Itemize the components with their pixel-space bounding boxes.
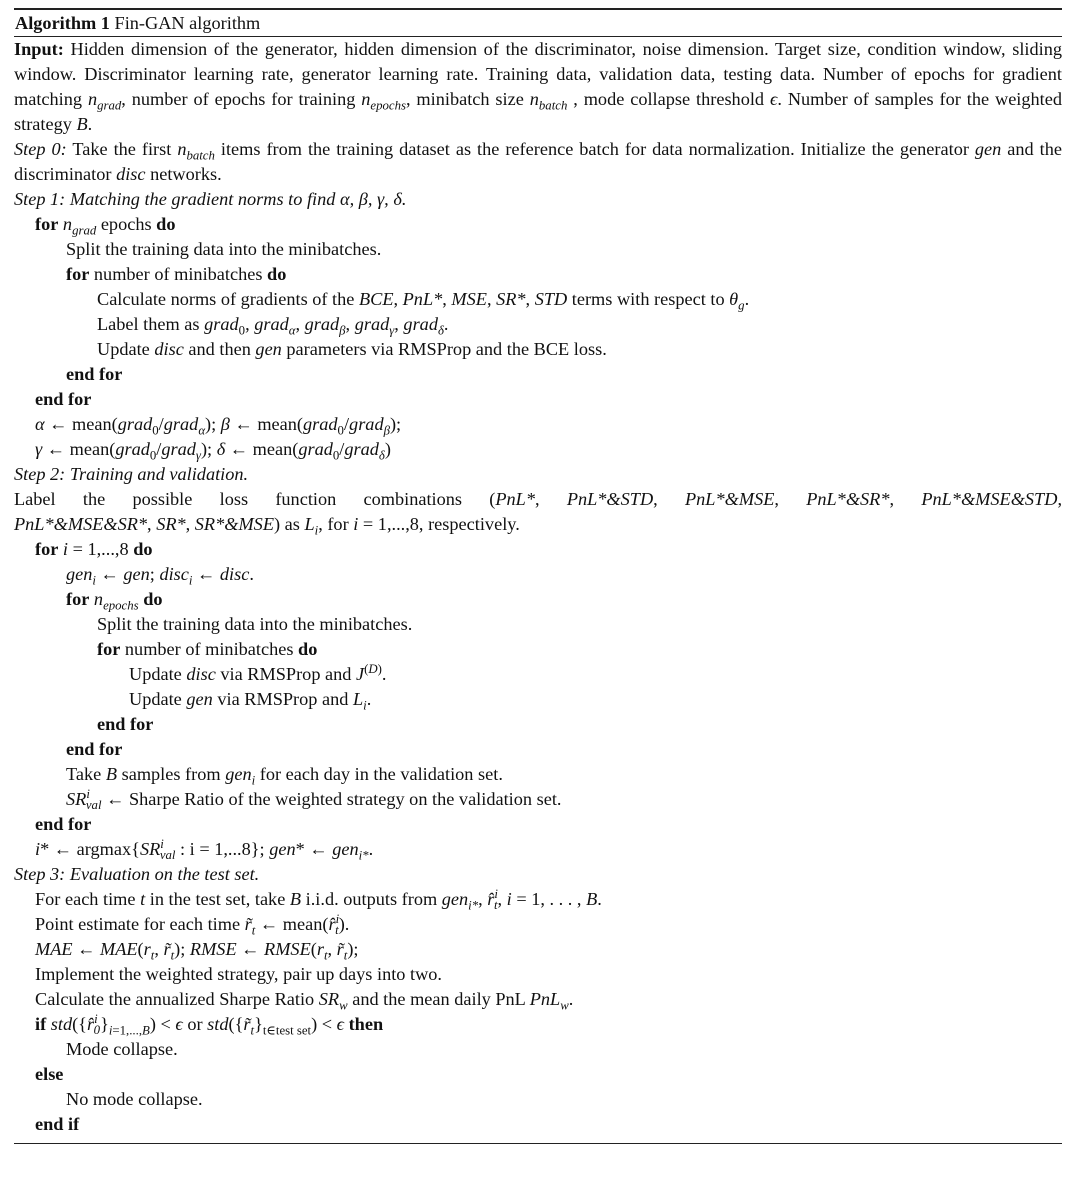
step3-collapse: Mode collapse. (66, 1039, 178, 1059)
step3-else: else (35, 1064, 64, 1084)
step0-paragraph (14, 137, 1062, 187)
step3-heading: Step 3: Evaluation on the test set. (14, 864, 260, 884)
step2-label-line-2: PnL*&MSE&SR*, SR*, SR*&MSE) as $L_i$, for i = 1,...,8, respectively. (14, 514, 520, 538)
step3-line5: Calculate the annualized Sharpe Ratio $SR_w$ and the mean daily PnL PnL$_w$. (35, 989, 574, 1013)
input-paragraph (14, 37, 1062, 137)
step2-minibatch-for: for number of minibatches do (97, 639, 318, 659)
step2-mid-end-for: end for (66, 739, 123, 759)
step3-no-collapse: No mode collapse. (66, 1089, 203, 1109)
step2-argmax-line: i* ← $argmax\{SR^i_{val}$ : i = 1,...8}; gen* ← gen$_{i*}$. (35, 836, 374, 863)
B-symbol: B (76, 114, 88, 134)
input-label: Input: (14, 39, 64, 59)
input-text-b: , number of epochs for training (121, 89, 356, 109)
algorithm-block (14, 8, 1062, 1144)
step1-inner-end-for: end for (66, 364, 123, 384)
input-text-e: . Number of samples for the weighted strategy (14, 89, 1062, 134)
step0-label: Step 0: (14, 139, 67, 159)
step1-label-line: Label them as grad$_0$, grad$_\alpha$, grad$_\beta$, grad$_\gamma$, grad$_\delta$. (97, 314, 449, 338)
step2-sharpe-line: $SR^i_{val}$ ← Sharpe Ratio of the weighted strategy on the validation set. (66, 786, 562, 813)
step2-assign-line: gen$_i$ ← gen; disc$_i$ ← disc. (66, 564, 254, 588)
step1-update-line: Update disc and then gen parameters via RMSProp and the BCE loss. (97, 339, 607, 359)
step2-update-gen: Update gen via RMSProp and $L_i$. (129, 689, 372, 713)
step2-outer-end-for: end for (35, 814, 92, 834)
bottom-rule (14, 1143, 1062, 1144)
step1-heading: Step 1: Matching the gradient norms to find α, β, γ, δ. (14, 189, 407, 209)
gamma-delta-line: γ ← mean(grad$_0$/grad$_\gamma$); δ ← mean(grad$_0$/grad$_\delta$) (35, 439, 391, 463)
algorithm-title: Fin-GAN algorithm (114, 13, 261, 33)
input-text-d: , mode collapse threshold (567, 89, 765, 109)
input-text-f: . (87, 114, 93, 134)
input-text-a: Hidden dimension of the generator, hidden dimension of the discriminator, noise dimension. Target size, condition window, sliding window. Discriminator learning rate, generator learning rate. Training data, validation data, testing data. Number of epochs for gradient matching (14, 39, 1062, 109)
step2-heading: Step 2: Training and validation. (14, 464, 249, 484)
step0-n-batch: $n_{batch}$ (177, 139, 215, 163)
step1-for-line: for $n_{grad}$ epochs do (35, 214, 176, 238)
step3-line2: Point estimate for each time $r̃_t$ ← mean(r̂$^i_t$). (35, 911, 350, 938)
n-grad: $n_{grad}$ (87, 89, 122, 113)
step1-split-line: Split the training data into the minibatches. (66, 239, 382, 259)
step3-line4: Implement the weighted strategy, pair up days into two. (35, 964, 442, 984)
step2-split-line: Split the training data into the minibatches. (97, 614, 413, 634)
step2-update-disc: Update disc via RMSProp and $J^{(D)}$. (129, 661, 387, 684)
gen-symbol: gen (974, 139, 1002, 159)
step2-label-line-1: Label the possible loss function combinations (PnL*, PnL*&STD, PnL*&MSE, PnL*&SR*, PnL*&MSE&STD, (14, 489, 1062, 509)
algorithm-caption (14, 10, 1062, 37)
epsilon: ϵ (769, 89, 778, 109)
step3-if-line: if $std(\{r̂^i_0\}_{i=1,...,B}) < \epsilon$ or $std(\{r̃_t\}_{t\in test set}) < \epsilon$ then (35, 1011, 384, 1038)
step0-text-a: Take the first (66, 139, 172, 159)
step1-calc-line: Calculate norms of gradients of the BCE, PnL*, MSE, SR*, STD terms with respect to $\theta_g$. (97, 289, 750, 313)
n-batch: $n_{batch}$ (529, 89, 568, 113)
alpha-beta-line: α ← mean(grad$_0$/grad$_\alpha$); β ← mean(grad$_0$/grad$_\beta$); (35, 414, 402, 438)
step2-take-line: Take B samples from gen$_i$ for each day in the validation set. (66, 764, 503, 788)
step2-for-i: for i = 1,...,8 do (35, 539, 153, 559)
step1-minibatch-for: for number of minibatches do (66, 264, 287, 284)
step0-text-b: items from the training dataset as the reference batch for data normalization. Initialize the generator (214, 139, 969, 159)
step3-end-if: end if (35, 1114, 80, 1134)
step2-inner-end-for: end for (97, 714, 154, 734)
step0-text-c: and the discriminator (14, 139, 1062, 184)
step1-outer-end-for: end for (35, 389, 92, 409)
n-epochs: $n_{epochs}$ (361, 89, 406, 113)
step0-text-d: networks. (145, 164, 222, 184)
disc-symbol: disc (116, 164, 146, 184)
algorithm-label: Algorithm 1 (15, 13, 110, 33)
step3-line3: MAE ← $MAE(r_t$, $r̃_t$); RMSE ← $RMSE(r_t$, $r̃_t$); (35, 939, 359, 963)
input-text-c: , minibatch size (405, 89, 524, 109)
step3-line1: For each time t in the test set, take B i.i.d. outputs from gen$_{i*}$, r̂$^i_t$, i = 1, . . . , B. (35, 886, 602, 913)
step2-for-epochs: for $n_{epochs}$ do (66, 589, 163, 613)
